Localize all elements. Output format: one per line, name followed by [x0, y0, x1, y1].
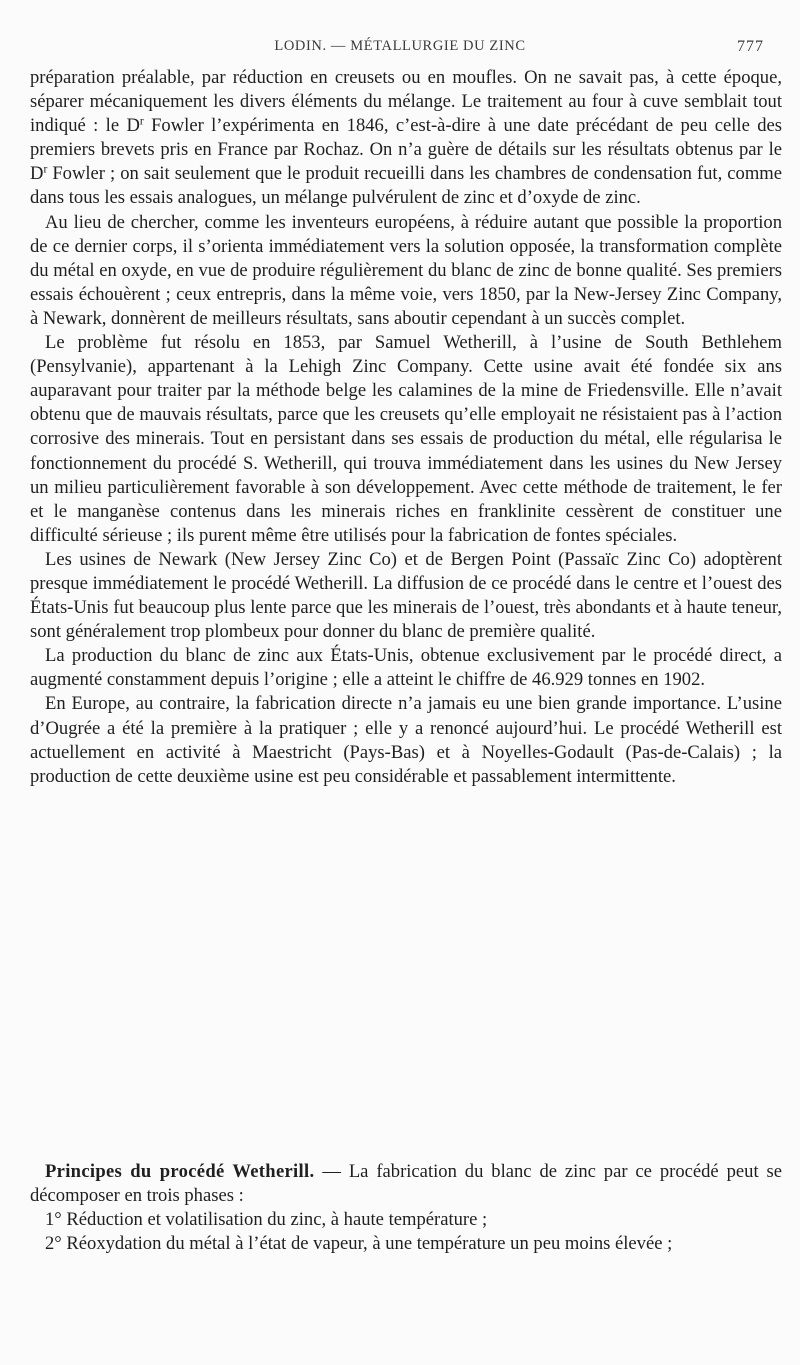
phase-item-2: 2° Réoxydation du métal à l’état de vapeur, à une température un peu moins élevée ;	[45, 1233, 673, 1255]
paragraph-fowler-part-b: Fowler l’expérimenta en 1846, c’est-à-dire à une date précédant de peu celle des premiers brevets pris en France par Rochaz. On n’a guère de détails sur les résultats obtenus par le D	[30, 115, 782, 185]
page-number: 777	[737, 38, 764, 55]
paragraph-fowler-part-a: préparation préalable, par réduction en creusets ou en moufles. On ne savait pas, à cette époque, séparer mécaniquement les divers éléments du mélange. Le traitement au four à cuve semblait tout indiqué : le D	[30, 67, 782, 137]
superscript-r: r	[43, 164, 48, 177]
superscript-r: r	[139, 115, 144, 128]
page-header	[30, 38, 770, 62]
paragraph-orientation: Au lieu de chercher, comme les inventeurs européens, à réduire autant que possible la proportion de ce dernier corps, il s’orienta immédiatement vers la solution opposée, la transformation complète du métal en oxyde, en vue de produire régulièrement du blanc de zinc de bonne qualité. Ses premiers essais échouèrent ; ceux entrepris, dans la même voie, vers 1850, par la New-Jersey Zinc Company, à Newark, donnèrent de meilleurs résultats, sans aboutir cependant à un succès complet.	[30, 211, 782, 329]
paragraph-newark-bergen: Les usines de Newark (New Jersey Zinc Co) et de Bergen Point (Passaïc Zinc Co) adoptèrent presque immédiatement le procédé Wetherill. La diffusion de ce procédé dans le centre et l’ouest des États-Unis fut beaucoup plus lente parce que les minerais de l’ouest, très abondants et à haute teneur, sont généralement trop plombeux pour donner du blanc de première qualité.	[30, 548, 782, 643]
main-text	[30, 66, 782, 789]
section-intro	[30, 1160, 782, 1208]
section-principes	[30, 1160, 782, 1256]
paragraph-fowler	[30, 66, 782, 211]
paragraph-us-production: La production du blanc de zinc aux États-Unis, obtenue exclusivement par le procédé direct, a augmenté constamment depuis l’origine ; elle a atteint le chiffre de 46.929 tonnes en 1902.	[30, 645, 782, 691]
paragraph-europe: En Europe, au contraire, la fabrication directe n’a jamais eu une bien grande importance. L’usine d’Ougrée a été la première à la pratiquer ; elle y a renoncé aujourd’hui. Le procédé Wetherill est actuellement en activité à Maestricht (Pays-Bas) et à Noyelles-Godault (Pas-de-Calais) ; la production de cette deuxième usine est peu considérable et passablement intermittente.	[30, 693, 782, 787]
running-title: LODIN. — MÉTALLURGIE DU ZINC	[274, 38, 526, 54]
phase-item-1: 1° Réduction et volatilisation du zinc, à haute température ;	[45, 1209, 488, 1231]
paragraph-fowler-part-c: Fowler ; on sait seulement que le produit recueilli dans les chambres de condensation fut, comme dans tous les essais analogues, un mélange pulvérulent de zinc et d’oxyde de zinc.	[30, 163, 782, 209]
section-heading: Principes du procédé Wetherill.	[45, 1161, 315, 1182]
paragraph-wetherill-1853: Le problème fut résolu en 1853, par Samuel Wetherill, à l’usine de South Bethlehem (Pensylvanie), appartenant à la Lehigh Zinc Company. Cette usine avait été fondée six ans auparavant pour traiter par la méthode belge les calamines de la mine de Friedensville. Elle n’avait obtenu que de mauvais résultats, parce que les creusets qu’elle employait ne résistaient pas à l’action corrosive des minerais. Tout en persistant dans ses essais de production du métal, elle régularisa le fonctionnement du procédé S. Wetherill, qui trouva immédiatement dans les usines du New Jersey un milieu particulièrement favorable à son développement. Avec cette méthode de traitement, le fer et le manganèse contenus dans les minerais riches en franklinite cessèrent de constituer une difficulté sérieuse ; ils purent même être utilisés pour la fabrication de fontes spéciales.	[30, 332, 782, 546]
section-intro-text: — La fabrication du blanc de zinc par ce procédé peut se décomposer en trois phases :	[30, 1161, 783, 1207]
